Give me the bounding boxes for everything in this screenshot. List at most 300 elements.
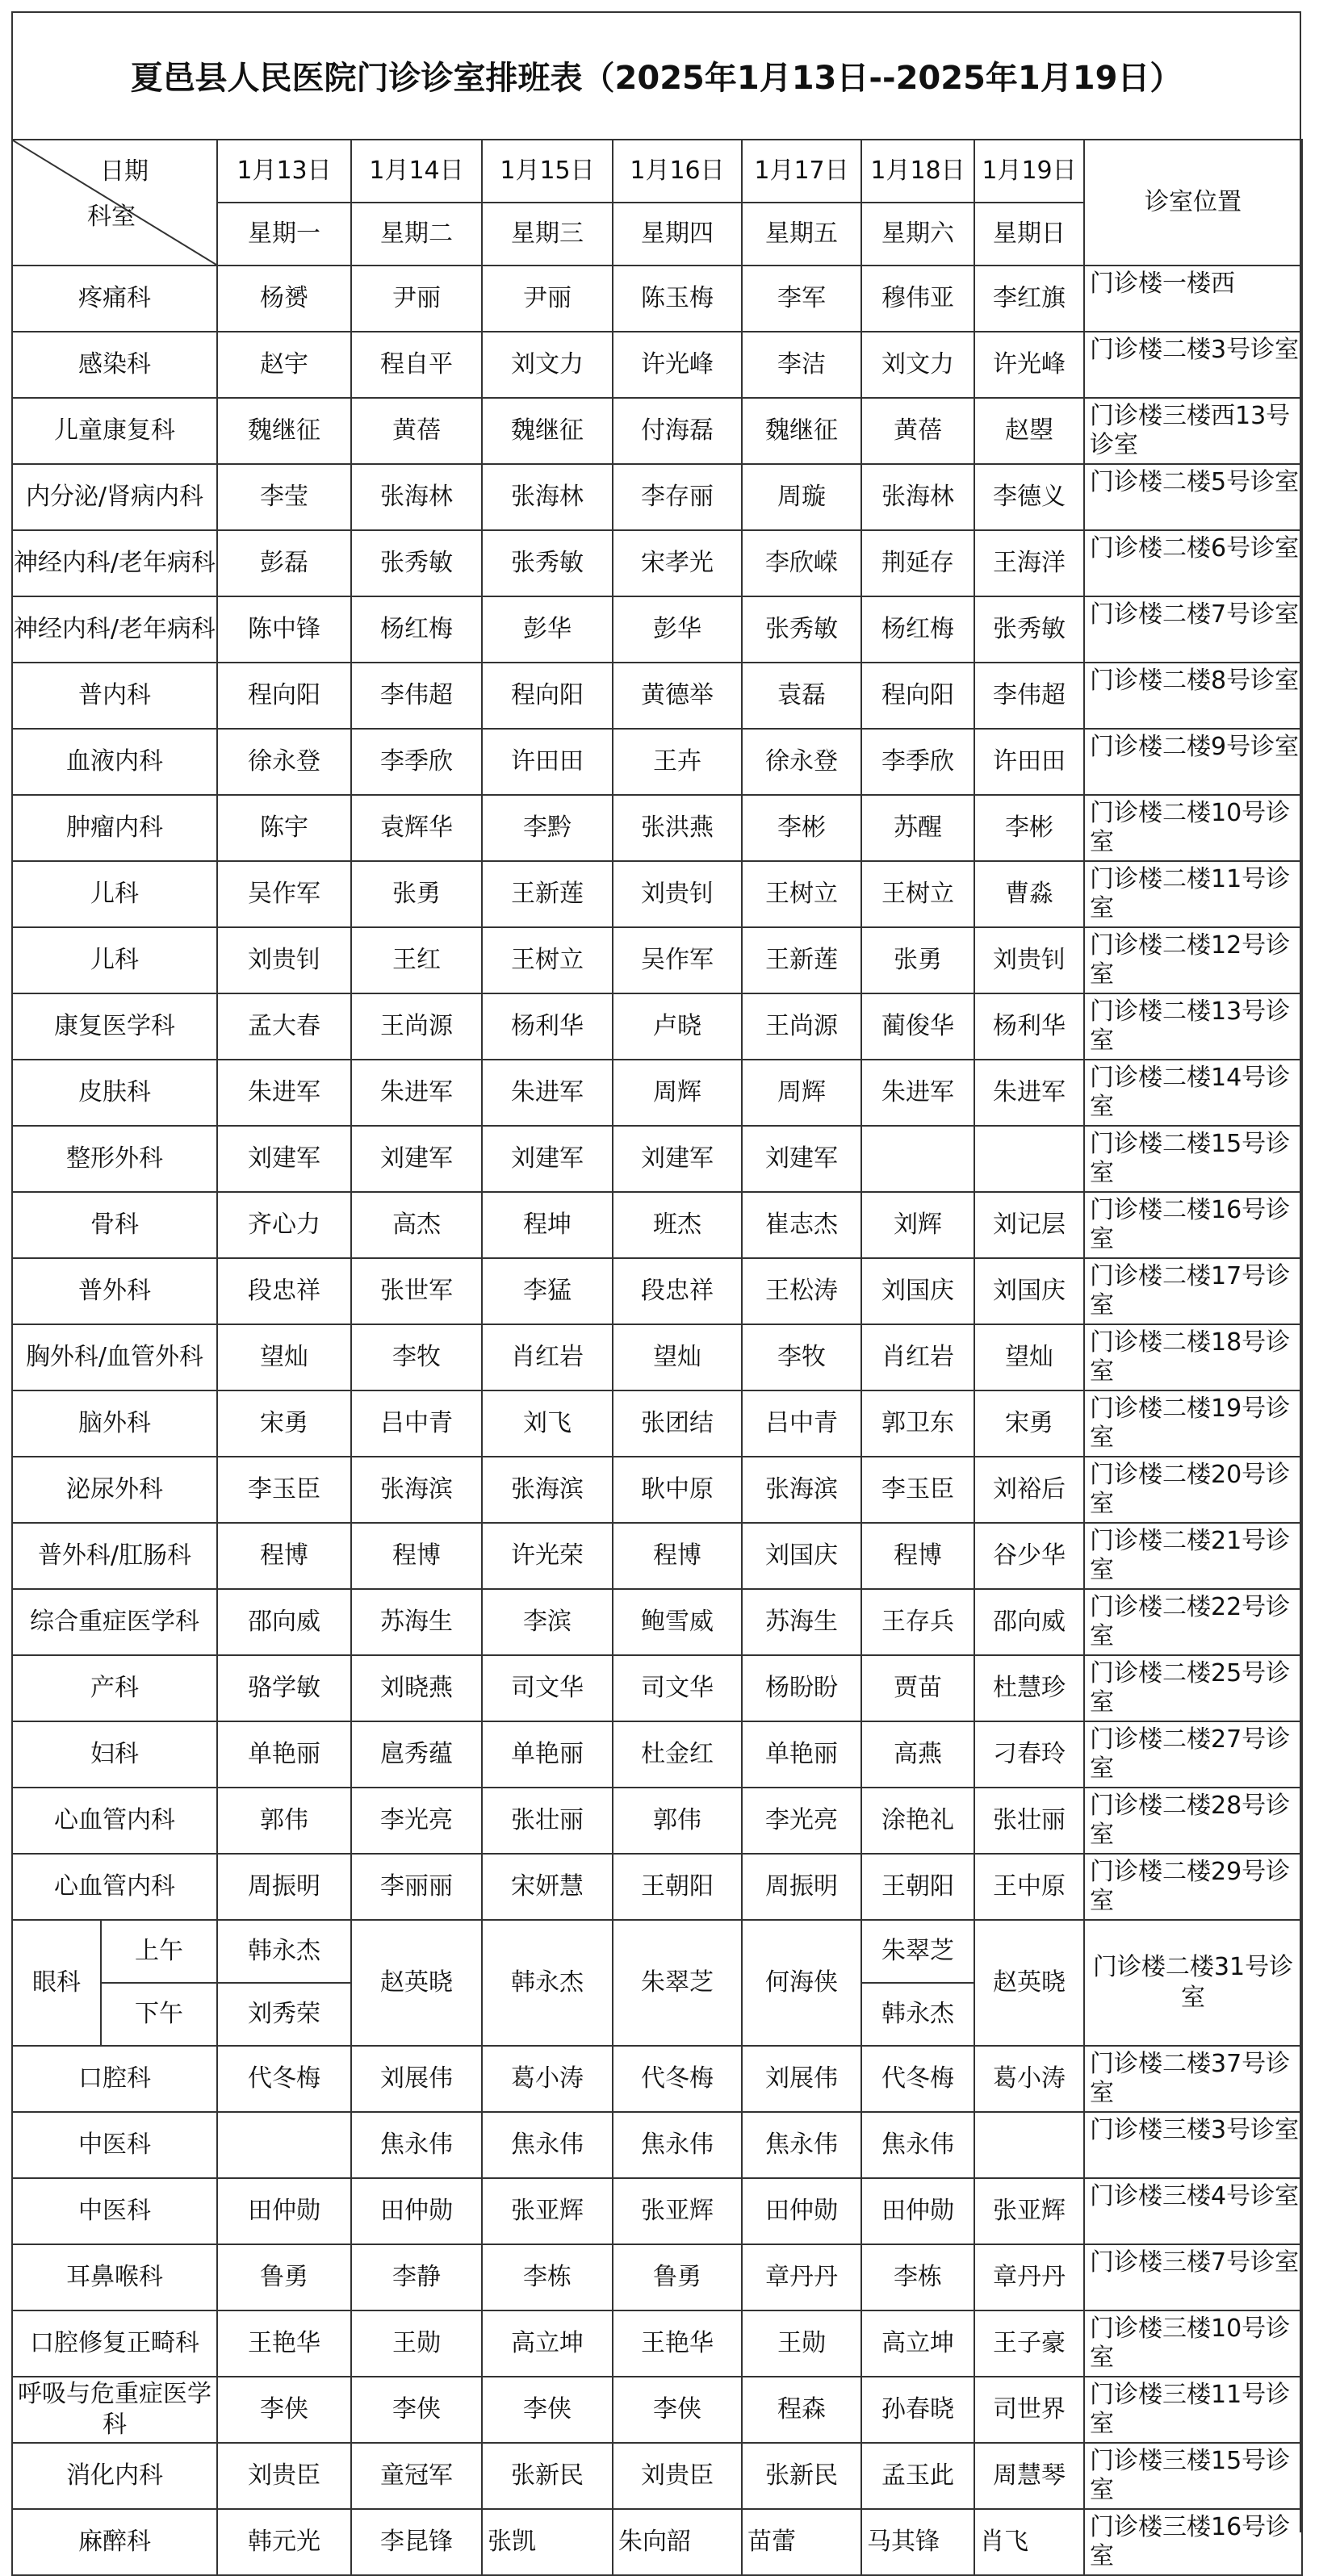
- dept-cell: 普外科: [12, 1258, 217, 1324]
- doctor-cell: 刘文力: [482, 332, 613, 398]
- location-cell: 门诊楼二楼16号诊室: [1084, 1192, 1302, 1258]
- table-row: [12, 596, 1302, 663]
- doctor-cell: 刘记层: [974, 1192, 1084, 1258]
- doctor-cell: 张秀敏: [482, 530, 613, 596]
- doctor-cell: 葛小涛: [974, 2046, 1084, 2112]
- doctor-cell: 袁磊: [742, 663, 861, 729]
- doctor-cell: 章丹丹: [974, 2244, 1084, 2310]
- corner-cell: [12, 140, 217, 266]
- doctor-cell: [217, 2112, 351, 2178]
- table-row: [12, 2509, 1302, 2575]
- doctor-cell: 高立坤: [482, 2310, 613, 2377]
- table-row: [12, 861, 1302, 927]
- doctor-cell: 孟大春: [217, 993, 351, 1060]
- doctor-cell: 谷少华: [974, 1523, 1084, 1589]
- doctor-cell: 魏继征: [482, 398, 613, 464]
- table-row: [12, 1060, 1302, 1126]
- doctor-cell: 李红旗: [974, 266, 1084, 332]
- dept-cell: 口腔科: [12, 2046, 217, 2112]
- doctor-cell: 王尚源: [351, 993, 482, 1060]
- dept-cell: 麻醉科: [12, 2509, 217, 2575]
- doctor-cell: 王树立: [861, 861, 974, 927]
- doctor-cell: 吕中青: [742, 1390, 861, 1457]
- doctor-cell: 邵向威: [974, 1589, 1084, 1655]
- doctor-cell: 赵英晓: [974, 1920, 1084, 2046]
- doctor-cell: 何海侠: [742, 1920, 861, 2046]
- location-cell: 门诊楼二楼10号诊室: [1084, 795, 1302, 861]
- session-pm-cell: 下午: [101, 1983, 217, 2046]
- doctor-cell: 魏继征: [217, 398, 351, 464]
- doctor-cell: 韩永杰: [861, 1983, 974, 2046]
- doctor-cell: 程坤: [482, 1192, 613, 1258]
- dept-cell: 产科: [12, 1655, 217, 1721]
- doctor-cell: 刘文力: [861, 332, 974, 398]
- doctor-cell: 朱翠芝: [861, 1920, 974, 1983]
- doctor-cell: 郭卫东: [861, 1390, 974, 1457]
- date-header: 1月19日: [974, 140, 1084, 203]
- doctor-cell: 杨赟: [217, 266, 351, 332]
- doctor-cell: 程森: [742, 2377, 861, 2443]
- doctor-cell: 刘展伟: [742, 2046, 861, 2112]
- table-row: [12, 332, 1302, 398]
- table-row: [12, 2443, 1302, 2509]
- table-row: [12, 1788, 1302, 1854]
- location-cell: 门诊楼二楼6号诊室: [1084, 530, 1302, 596]
- doctor-cell: 章丹丹: [742, 2244, 861, 2310]
- doctor-cell: 周振明: [217, 1854, 351, 1920]
- doctor-cell: 徐永登: [742, 729, 861, 795]
- dept-cell: 儿童康复科: [12, 398, 217, 464]
- table-row: [12, 1390, 1302, 1457]
- table-row: [12, 663, 1302, 729]
- doctor-cell: 王存兵: [861, 1589, 974, 1655]
- doctor-cell: 李黔: [482, 795, 613, 861]
- doctor-cell: 曹淼: [974, 861, 1084, 927]
- doctor-cell: 许田田: [974, 729, 1084, 795]
- location-cell: 门诊楼三楼16号诊室: [1084, 2509, 1302, 2575]
- doctor-cell: 刘贵钊: [613, 861, 742, 927]
- doctor-cell: 张壮丽: [482, 1788, 613, 1854]
- doctor-cell: 耿中原: [613, 1457, 742, 1523]
- doctor-cell: 程博: [351, 1523, 482, 1589]
- dept-cell: 感染科: [12, 332, 217, 398]
- doctor-cell: 张勇: [861, 927, 974, 993]
- doctor-cell: 王子豪: [974, 2310, 1084, 2377]
- doctor-cell: 周璇: [742, 464, 861, 530]
- doctor-cell: 李侠: [217, 2377, 351, 2443]
- doctor-cell: 李栋: [482, 2244, 613, 2310]
- doctor-cell: 苏海生: [742, 1589, 861, 1655]
- doctor-cell: 李欣嵘: [742, 530, 861, 596]
- doctor-cell: 张海林: [351, 464, 482, 530]
- doctor-cell: 鲁勇: [613, 2244, 742, 2310]
- doctor-cell: 肖红岩: [482, 1324, 613, 1390]
- doctor-cell: 朱向韶: [613, 2509, 742, 2575]
- page-title: 夏邑县人民医院门诊诊室排班表（2025年1月13日--2025年1月19日）: [130, 59, 1183, 97]
- doctor-cell: 韩永杰: [482, 1920, 613, 2046]
- doctor-cell: 焦永伟: [861, 2112, 974, 2178]
- dept-cell: 儿科: [12, 927, 217, 993]
- doctor-cell: 周辉: [742, 1060, 861, 1126]
- doctor-cell: 李德义: [974, 464, 1084, 530]
- doctor-cell: 刘贵臣: [613, 2443, 742, 2509]
- doctor-cell: 焦永伟: [351, 2112, 482, 2178]
- doctor-cell: 周慧琴: [974, 2443, 1084, 2509]
- table-row: [12, 1721, 1302, 1788]
- doctor-cell: 孟玉此: [861, 2443, 974, 2509]
- weekday-header: 星期二: [351, 203, 482, 266]
- doctor-cell: 周辉: [613, 1060, 742, 1126]
- doctor-cell: 朱进军: [351, 1060, 482, 1126]
- doctor-cell: 陈宇: [217, 795, 351, 861]
- dept-cell: 内分泌/肾病内科: [12, 464, 217, 530]
- doctor-cell: 刘建军: [351, 1126, 482, 1192]
- table-row: [12, 2112, 1302, 2178]
- doctor-cell: 司文华: [613, 1655, 742, 1721]
- doctor-cell: 黄蓓: [861, 398, 974, 464]
- doctor-cell: 杜金红: [613, 1721, 742, 1788]
- doctor-cell: 代冬梅: [217, 2046, 351, 2112]
- location-cell: 门诊楼二楼25号诊室: [1084, 1655, 1302, 1721]
- dept-cell: 呼吸与危重症医学科: [12, 2377, 217, 2443]
- doctor-cell: 李牧: [351, 1324, 482, 1390]
- doctor-cell: 李军: [742, 266, 861, 332]
- table-row: [12, 2244, 1302, 2310]
- doctor-cell: 程博: [861, 1523, 974, 1589]
- doctor-cell: 邵向威: [217, 1589, 351, 1655]
- location-cell: 门诊楼三楼7号诊室: [1084, 2244, 1302, 2310]
- doctor-cell: 齐心力: [217, 1192, 351, 1258]
- doctor-cell: 单艳丽: [482, 1721, 613, 1788]
- doctor-cell: 李侠: [613, 2377, 742, 2443]
- doctor-cell: 孙春晓: [861, 2377, 974, 2443]
- location-cell: 门诊楼二楼31号诊室: [1084, 1920, 1302, 2046]
- doctor-cell: 李季欣: [351, 729, 482, 795]
- doctor-cell: 田仲勋: [351, 2178, 482, 2244]
- doctor-cell: 蔺俊华: [861, 993, 974, 1060]
- doctor-cell: 张亚辉: [974, 2178, 1084, 2244]
- doctor-cell: 赵曌: [974, 398, 1084, 464]
- doctor-cell: 刘国庆: [742, 1523, 861, 1589]
- doctor-cell: 程博: [217, 1523, 351, 1589]
- weekday-header: 星期五: [742, 203, 861, 266]
- dept-cell: 耳鼻喉科: [12, 2244, 217, 2310]
- dept-cell: 综合重症医学科: [12, 1589, 217, 1655]
- doctor-cell: 刘晓燕: [351, 1655, 482, 1721]
- dept-cell: 神经内科/老年病科: [12, 596, 217, 663]
- doctor-cell: 张海滨: [742, 1457, 861, 1523]
- doctor-cell: 尹丽: [482, 266, 613, 332]
- dept-cell: 眼科: [12, 1920, 101, 2046]
- doctor-cell: 陈玉梅: [613, 266, 742, 332]
- doctor-cell: 李牧: [742, 1324, 861, 1390]
- doctor-cell: 吴作军: [613, 927, 742, 993]
- doctor-cell: 张勇: [351, 861, 482, 927]
- table-row: [12, 1523, 1302, 1589]
- doctor-cell: 李滨: [482, 1589, 613, 1655]
- corner-date-label: 日期: [100, 157, 149, 186]
- doctor-cell: 程自平: [351, 332, 482, 398]
- doctor-cell: 李丽丽: [351, 1854, 482, 1920]
- location-cell: 门诊楼二楼13号诊室: [1084, 993, 1302, 1060]
- location-cell: 门诊楼三楼15号诊室: [1084, 2443, 1302, 2509]
- doctor-cell: 张亚辉: [482, 2178, 613, 2244]
- schedule-table: [11, 139, 1303, 2576]
- doctor-cell: 刘秀荣: [217, 1983, 351, 2046]
- dept-cell: 心血管内科: [12, 1788, 217, 1854]
- doctor-cell: 朱进军: [861, 1060, 974, 1126]
- dept-cell: 康复医学科: [12, 993, 217, 1060]
- location-cell: 门诊楼二楼19号诊室: [1084, 1390, 1302, 1457]
- location-cell: 门诊楼二楼8号诊室: [1084, 663, 1302, 729]
- table-row: [12, 1920, 1302, 1983]
- weekday-header: 星期三: [482, 203, 613, 266]
- dept-cell: 普内科: [12, 663, 217, 729]
- doctor-cell: 王艳华: [613, 2310, 742, 2377]
- doctor-cell: 黄德举: [613, 663, 742, 729]
- doctor-cell: 王尚源: [742, 993, 861, 1060]
- doctor-cell: 刘贵钊: [217, 927, 351, 993]
- doctor-cell: 王新莲: [742, 927, 861, 993]
- doctor-cell: 程向阳: [482, 663, 613, 729]
- doctor-cell: 王勋: [351, 2310, 482, 2377]
- doctor-cell: 扈秀蕴: [351, 1721, 482, 1788]
- doctor-cell: 李玉臣: [217, 1457, 351, 1523]
- doctor-cell: 许光峰: [613, 332, 742, 398]
- doctor-cell: 鲁勇: [217, 2244, 351, 2310]
- doctor-cell: 鲍雪威: [613, 1589, 742, 1655]
- doctor-cell: 程博: [613, 1523, 742, 1589]
- doctor-cell: 穆伟亚: [861, 266, 974, 332]
- doctor-cell: 李猛: [482, 1258, 613, 1324]
- dept-cell: 肿瘤内科: [12, 795, 217, 861]
- doctor-cell: 张秀敏: [351, 530, 482, 596]
- doctor-cell: 李存丽: [613, 464, 742, 530]
- doctor-cell: 司文华: [482, 1655, 613, 1721]
- table-row: [12, 1192, 1302, 1258]
- doctor-cell: 张秀敏: [742, 596, 861, 663]
- doctor-cell: 郭伟: [613, 1788, 742, 1854]
- doctor-cell: 焦永伟: [742, 2112, 861, 2178]
- doctor-cell: 许光荣: [482, 1523, 613, 1589]
- doctor-cell: 李侠: [351, 2377, 482, 2443]
- doctor-cell: 代冬梅: [861, 2046, 974, 2112]
- table-row: [12, 1457, 1302, 1523]
- doctor-cell: 张壮丽: [974, 1788, 1084, 1854]
- doctor-cell: 杨盼盼: [742, 1655, 861, 1721]
- doctor-cell: 陈中锋: [217, 596, 351, 663]
- doctor-cell: 杜慧珍: [974, 1655, 1084, 1721]
- doctor-cell: 段忠祥: [613, 1258, 742, 1324]
- weekday-header: 星期日: [974, 203, 1084, 266]
- doctor-cell: 刁春玲: [974, 1721, 1084, 1788]
- dept-cell: 中医科: [12, 2178, 217, 2244]
- table-row: [12, 2046, 1302, 2112]
- doctor-cell: 宋孝光: [613, 530, 742, 596]
- doctor-cell: 刘展伟: [351, 2046, 482, 2112]
- location-cell: 门诊楼二楼9号诊室: [1084, 729, 1302, 795]
- table-row: [12, 795, 1302, 861]
- location-cell: 门诊楼二楼21号诊室: [1084, 1523, 1302, 1589]
- dept-cell: 脑外科: [12, 1390, 217, 1457]
- location-cell: 门诊楼二楼11号诊室: [1084, 861, 1302, 927]
- doctor-cell: [974, 1126, 1084, 1192]
- doctor-cell: 田仲勋: [742, 2178, 861, 2244]
- doctor-cell: 张秀敏: [974, 596, 1084, 663]
- doctor-cell: 张亚辉: [613, 2178, 742, 2244]
- doctor-cell: [861, 1126, 974, 1192]
- doctor-cell: 焦永伟: [613, 2112, 742, 2178]
- doctor-cell: 司世界: [974, 2377, 1084, 2443]
- doctor-cell: 李光亮: [742, 1788, 861, 1854]
- location-cell: 门诊楼二楼14号诊室: [1084, 1060, 1302, 1126]
- doctor-cell: 王朝阳: [613, 1854, 742, 1920]
- doctor-cell: 张海滨: [482, 1457, 613, 1523]
- weekday-header: 星期一: [217, 203, 351, 266]
- doctor-cell: 肖飞: [974, 2509, 1084, 2575]
- doctor-cell: 段忠祥: [217, 1258, 351, 1324]
- doctor-cell: 刘国庆: [974, 1258, 1084, 1324]
- table-row: [12, 2310, 1302, 2377]
- doctor-cell: 王树立: [482, 927, 613, 993]
- doctor-cell: 李昆锋: [351, 2509, 482, 2575]
- doctor-cell: 袁辉华: [351, 795, 482, 861]
- dept-cell: 骨科: [12, 1192, 217, 1258]
- doctor-cell: 卢晓: [613, 993, 742, 1060]
- doctor-cell: 杨利华: [974, 993, 1084, 1060]
- doctor-cell: 郭伟: [217, 1788, 351, 1854]
- doctor-cell: 张海林: [861, 464, 974, 530]
- doctor-cell: 焦永伟: [482, 2112, 613, 2178]
- doctor-cell: 王朝阳: [861, 1854, 974, 1920]
- corner-dept-label: 科室: [87, 203, 136, 231]
- table-row: [12, 1589, 1302, 1655]
- doctor-cell: 杨红梅: [861, 596, 974, 663]
- doctor-cell: 李洁: [742, 332, 861, 398]
- location-cell: 门诊楼三楼西13号诊室: [1084, 398, 1302, 464]
- table-row: [12, 398, 1302, 464]
- doctor-cell: 宋勇: [217, 1390, 351, 1457]
- doctor-cell: 骆学敏: [217, 1655, 351, 1721]
- doctor-cell: 杨利华: [482, 993, 613, 1060]
- doctor-cell: 许光峰: [974, 332, 1084, 398]
- location-cell: 门诊楼三楼3号诊室: [1084, 2112, 1302, 2178]
- doctor-cell: 张新民: [482, 2443, 613, 2509]
- doctor-cell: 苗蕾: [742, 2509, 861, 2575]
- doctor-cell: 彭华: [613, 596, 742, 663]
- table-row: [12, 927, 1302, 993]
- doctor-cell: 程向阳: [861, 663, 974, 729]
- doctor-cell: 涂艳礼: [861, 1788, 974, 1854]
- location-cell: 门诊楼二楼17号诊室: [1084, 1258, 1302, 1324]
- table-row: [12, 2377, 1302, 2443]
- doctor-cell: 王勋: [742, 2310, 861, 2377]
- doctor-cell: 刘建军: [482, 1126, 613, 1192]
- doctor-cell: 刘飞: [482, 1390, 613, 1457]
- doctor-cell: 吕中青: [351, 1390, 482, 1457]
- doctor-cell: 周振明: [742, 1854, 861, 1920]
- doctor-cell: 许田田: [482, 729, 613, 795]
- doctor-cell: 赵宇: [217, 332, 351, 398]
- location-cell: 门诊楼二楼22号诊室: [1084, 1589, 1302, 1655]
- dept-cell: 儿科: [12, 861, 217, 927]
- table-row: [12, 1324, 1302, 1390]
- doctor-cell: 杨红梅: [351, 596, 482, 663]
- doctor-cell: 黄蓓: [351, 398, 482, 464]
- doctor-cell: 童冠军: [351, 2443, 482, 2509]
- doctor-cell: 刘建军: [742, 1126, 861, 1192]
- table-row: [12, 530, 1302, 596]
- doctor-cell: 望灿: [613, 1324, 742, 1390]
- doctor-cell: 王艳华: [217, 2310, 351, 2377]
- location-cell: 门诊楼二楼7号诊室: [1084, 596, 1302, 663]
- doctor-cell: 宋妍慧: [482, 1854, 613, 1920]
- doctor-cell: 魏继征: [742, 398, 861, 464]
- location-header: 诊室位置: [1084, 140, 1302, 266]
- doctor-cell: 王红: [351, 927, 482, 993]
- table-row: [12, 1258, 1302, 1324]
- dept-cell: 疼痛科: [12, 266, 217, 332]
- table-row: [12, 1854, 1302, 1920]
- location-cell: 门诊楼三楼4号诊室: [1084, 2178, 1302, 2244]
- doctor-cell: 李莹: [217, 464, 351, 530]
- location-cell: 门诊楼二楼3号诊室: [1084, 332, 1302, 398]
- doctor-cell: 李伟超: [351, 663, 482, 729]
- doctor-cell: 张海滨: [351, 1457, 482, 1523]
- doctor-cell: 朱进军: [974, 1060, 1084, 1126]
- table-row: [12, 993, 1302, 1060]
- weekday-header: 星期四: [613, 203, 742, 266]
- doctor-cell: 高杰: [351, 1192, 482, 1258]
- doctor-cell: 刘建军: [217, 1126, 351, 1192]
- doctor-cell: 苏醒: [861, 795, 974, 861]
- doctor-cell: 田仲勋: [217, 2178, 351, 2244]
- doctor-cell: 代冬梅: [613, 2046, 742, 2112]
- doctor-cell: 李静: [351, 2244, 482, 2310]
- location-cell: 门诊楼三楼11号诊室: [1084, 2377, 1302, 2443]
- doctor-cell: 单艳丽: [217, 1721, 351, 1788]
- dept-cell: 消化内科: [12, 2443, 217, 2509]
- location-cell: 门诊楼二楼27号诊室: [1084, 1721, 1302, 1788]
- dept-cell: 普外科/肛肠科: [12, 1523, 217, 1589]
- doctor-cell: 宋勇: [974, 1390, 1084, 1457]
- dept-cell: 整形外科: [12, 1126, 217, 1192]
- location-cell: 门诊楼二楼20号诊室: [1084, 1457, 1302, 1523]
- location-cell: 门诊楼三楼10号诊室: [1084, 2310, 1302, 2377]
- doctor-cell: 李季欣: [861, 729, 974, 795]
- doctor-cell: 王新莲: [482, 861, 613, 927]
- dept-cell: 血液内科: [12, 729, 217, 795]
- doctor-cell: 朱翠芝: [613, 1920, 742, 2046]
- doctor-cell: 田仲勋: [861, 2178, 974, 2244]
- dept-cell: 皮肤科: [12, 1060, 217, 1126]
- location-cell: 门诊楼二楼29号诊室: [1084, 1854, 1302, 1920]
- doctor-cell: 张世军: [351, 1258, 482, 1324]
- doctor-cell: 朱进军: [217, 1060, 351, 1126]
- location-cell: 门诊楼二楼18号诊室: [1084, 1324, 1302, 1390]
- doctor-cell: 程向阳: [217, 663, 351, 729]
- doctor-cell: 望灿: [974, 1324, 1084, 1390]
- doctor-cell: 刘辉: [861, 1192, 974, 1258]
- dept-cell: 胸外科/血管外科: [12, 1324, 217, 1390]
- weekday-header: 星期六: [861, 203, 974, 266]
- date-header: 1月14日: [351, 140, 482, 203]
- dept-cell: 心血管内科: [12, 1854, 217, 1920]
- doctor-cell: 刘建军: [613, 1126, 742, 1192]
- doctor-cell: 王中原: [974, 1854, 1084, 1920]
- location-cell: 门诊楼一楼西: [1084, 266, 1302, 332]
- location-cell: 门诊楼二楼5号诊室: [1084, 464, 1302, 530]
